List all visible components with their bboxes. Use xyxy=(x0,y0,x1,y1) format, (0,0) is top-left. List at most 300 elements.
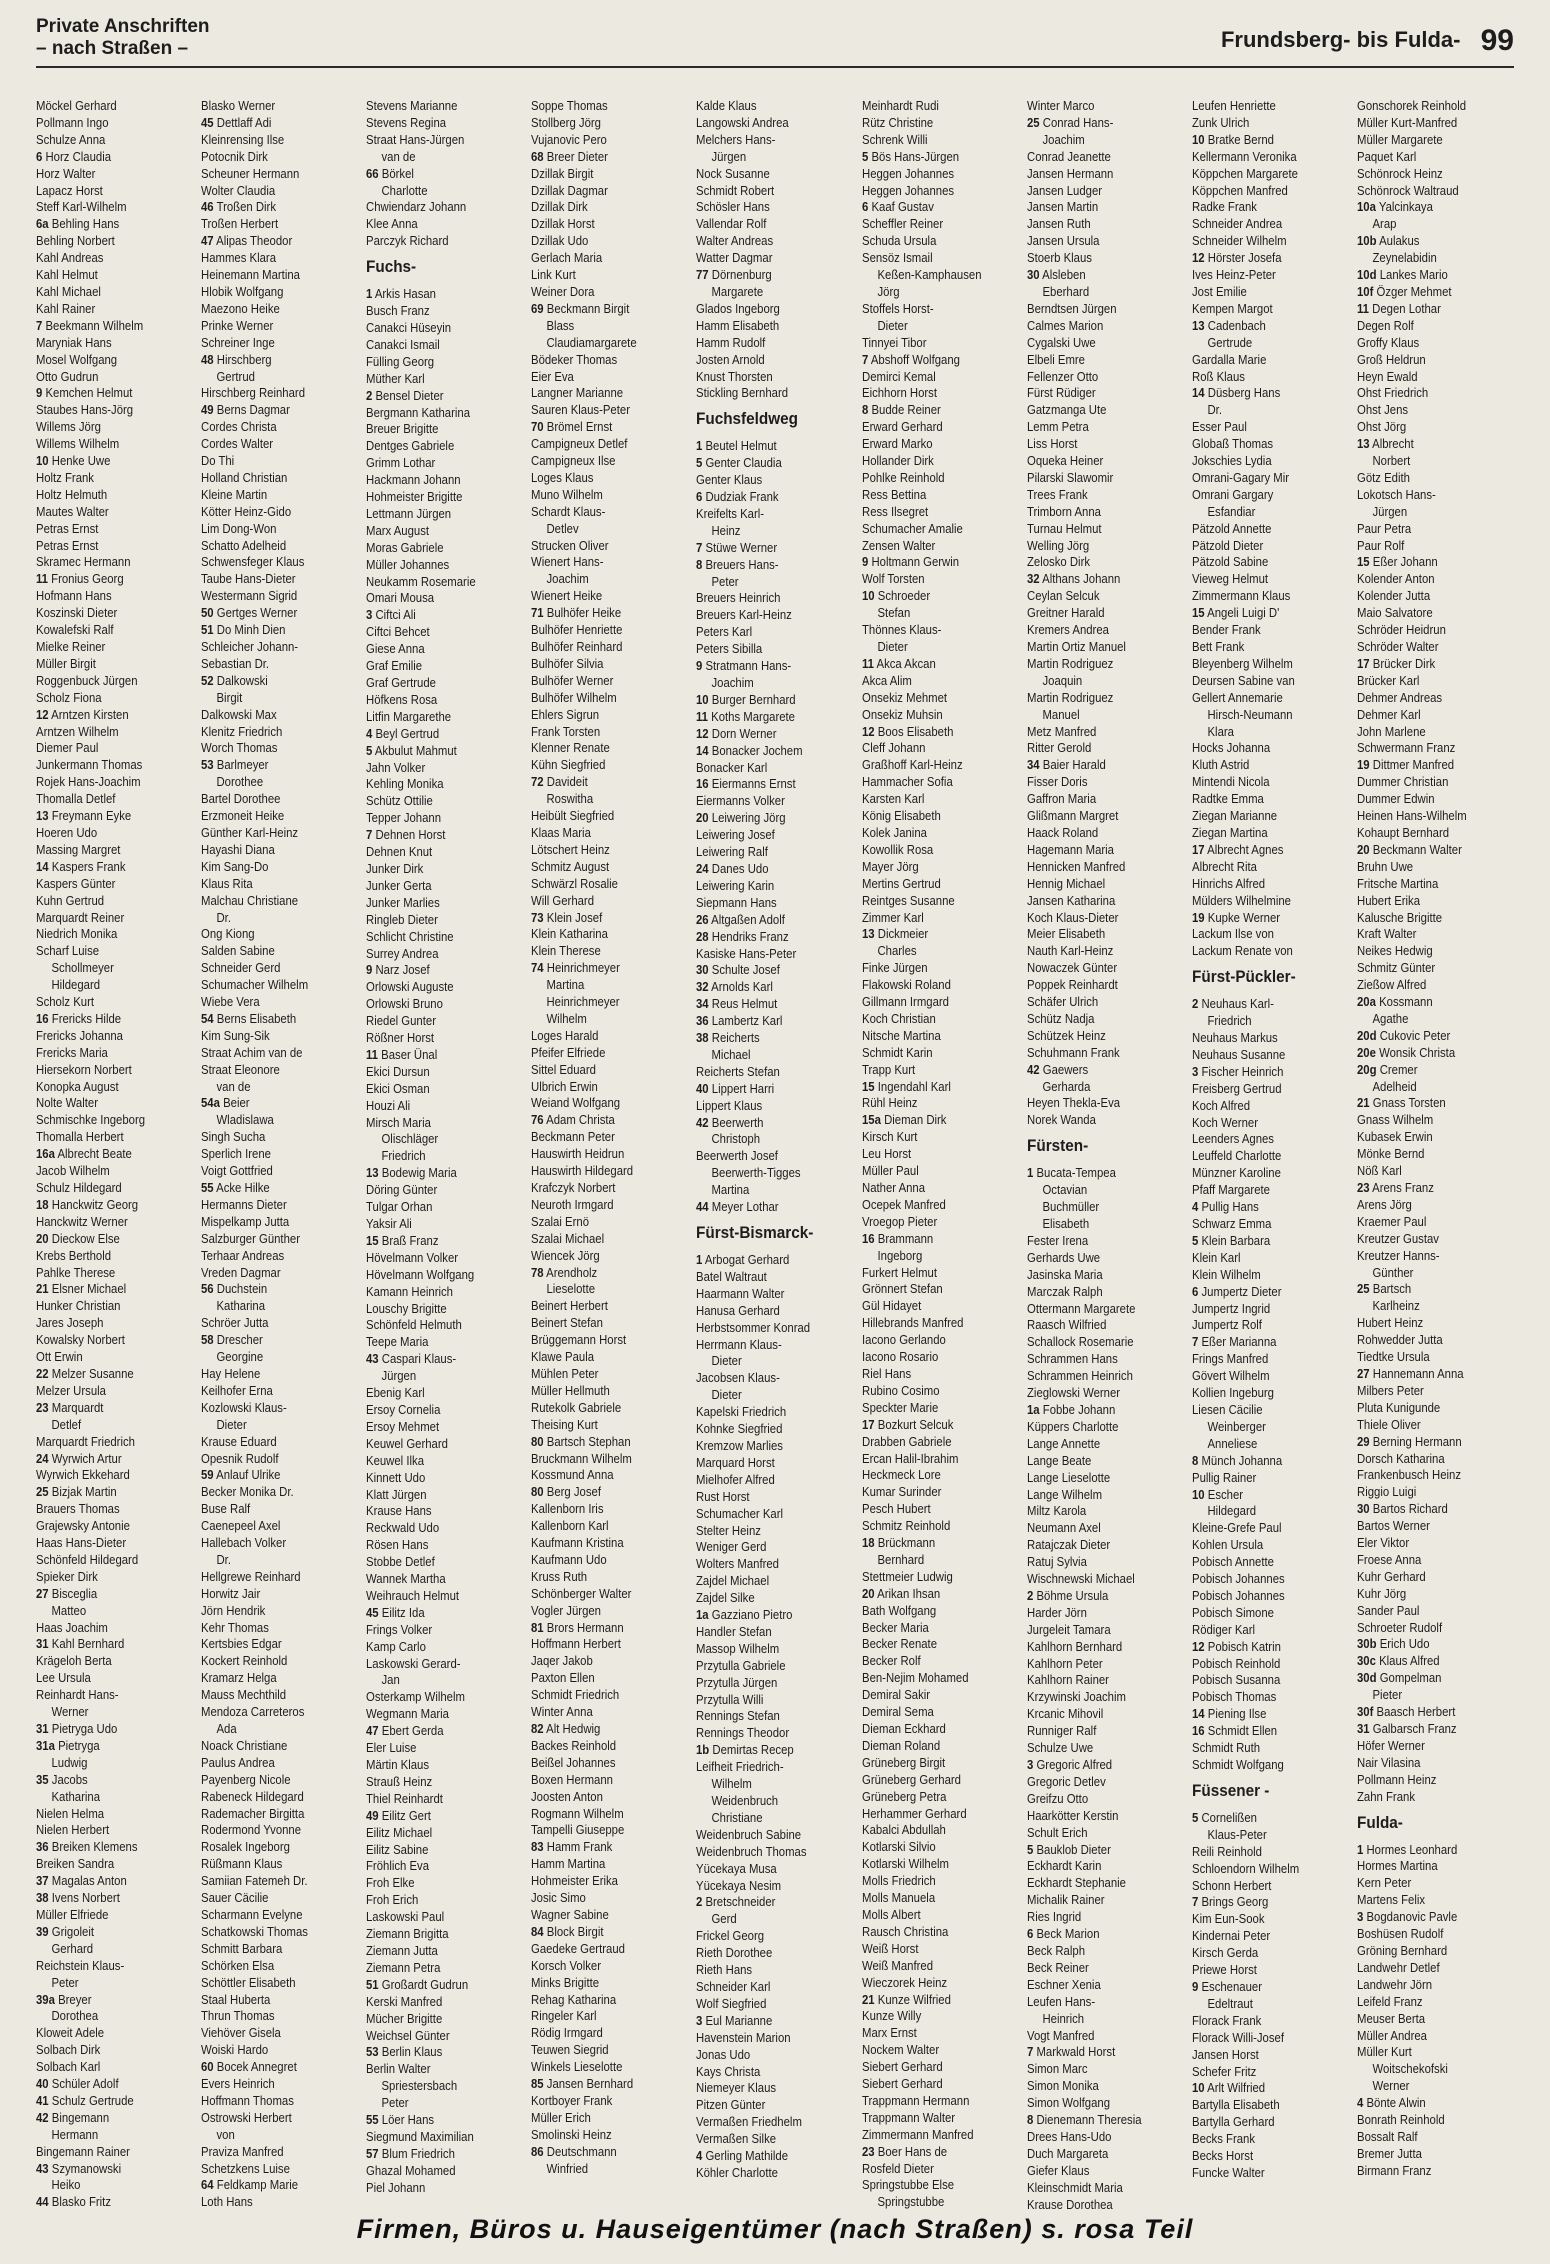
directory-entry: Blass xyxy=(546,317,575,333)
directory-entry: Ersoy Mehmet xyxy=(366,1418,440,1434)
directory-entry: Glados Ingeborg xyxy=(696,300,781,316)
directory-entry: Lee Ursula xyxy=(36,1670,91,1686)
directory-entry: Wegmann Maria xyxy=(366,1706,450,1722)
directory-entry: Noack Christiane xyxy=(201,1737,288,1753)
directory-entry: Ohst Friedrich xyxy=(1356,385,1429,401)
directory-entry: Kumar Surinder xyxy=(861,1484,941,1500)
directory-entry: Eberhard xyxy=(1042,283,1089,299)
directory-entry: Eler Luise xyxy=(366,1740,417,1756)
directory-entry: Gertrude xyxy=(1207,334,1253,350)
directory-entry: 55 Acke Hilke xyxy=(201,1180,270,1195)
directory-entry: Stelter Heinz xyxy=(696,1522,762,1538)
directory-entry: 4 Beyl Gertrud xyxy=(366,725,440,741)
directory-entry: 9 Narz Josef xyxy=(366,962,430,978)
directory-entry: Krägeloh Berta xyxy=(36,1653,112,1669)
directory-entry: Birmann Franz xyxy=(1356,2162,1432,2178)
directory-entry: Friedrich xyxy=(1207,1013,1252,1029)
directory-entry: Kindernai Peter xyxy=(1191,1928,1270,1944)
directory-entry: 6 Dudziak Frank xyxy=(696,489,780,505)
directory-entry: Münzner Karoline xyxy=(1191,1165,1281,1181)
directory-entry: Thiele Oliver xyxy=(1356,1416,1421,1432)
directory-entry: Herbstsommer Konrad xyxy=(696,1319,811,1335)
directory-entry: Hormes Martina xyxy=(1356,1858,1438,1874)
directory-entry: Peters Karl xyxy=(696,624,753,640)
directory-entry: Albrecht Rita xyxy=(1191,858,1257,874)
directory-entry: 86 Deutschmann xyxy=(531,2143,618,2159)
directory-entry: Detlef xyxy=(51,1416,82,1432)
directory-entry: 85 Jansen Bernhard xyxy=(531,2076,634,2092)
directory-entry: 17 Albrecht Agnes xyxy=(1191,841,1284,857)
directory-entry: Küppers Charlotte xyxy=(1026,1418,1119,1434)
directory-entry: Döring Günter xyxy=(366,1182,438,1198)
directory-entry: Grajewsky Antonie xyxy=(36,1518,130,1534)
directory-entry: Rust Horst xyxy=(696,1488,751,1504)
directory-entry: Blasko Werner xyxy=(201,98,276,113)
directory-entry: Kreutzer Gustav xyxy=(1356,1230,1439,1246)
directory-entry: Hanckwitz Werner xyxy=(36,1213,128,1229)
directory-entry: Kortboyer Frank xyxy=(531,2092,613,2108)
directory-entry: Kim Sang-Do xyxy=(201,858,269,874)
directory-entry: Siebert Gerhard xyxy=(861,2076,943,2092)
directory-entry: 66 Börkel xyxy=(366,165,415,181)
directory-entry: Omrani-Gagary Mir xyxy=(1191,469,1289,485)
directory-entry: Michalik Rainer xyxy=(1026,1892,1105,1908)
directory-entry: Frericks Johanna xyxy=(36,1027,123,1043)
directory-entry: 18 Brückmann xyxy=(861,1535,935,1551)
directory-entry: Winfried xyxy=(546,2160,589,2176)
directory-entry: Opesnik Rudolf xyxy=(201,1450,279,1466)
directory-entry: Zajdel Michael xyxy=(696,1573,770,1589)
directory-entry: Chwiendarz Johann xyxy=(366,199,467,215)
directory-entry: 14 Kaspers Frank xyxy=(36,858,126,874)
directory-entry: Metz Manfred xyxy=(1026,723,1096,739)
directory-entry: 48 Hirschberg xyxy=(201,351,272,367)
directory-entry: Klein Therese xyxy=(531,943,602,959)
directory-entry: Ersoy Cornelia xyxy=(366,1401,441,1417)
directory-entry: Mirsch Maria xyxy=(366,1114,432,1130)
directory-entry: Schmitz Reinhold xyxy=(861,1518,950,1534)
directory-entry: Junker Dirk xyxy=(366,860,424,876)
directory-entry: 31 Kahl Bernhard xyxy=(36,1636,125,1652)
directory-entry: Ives Heinz-Peter xyxy=(1191,267,1276,283)
directory-entry: 21 Gnass Torsten xyxy=(1356,1095,1446,1111)
directory-entry: Grüneberg Gerhard xyxy=(861,1771,961,1787)
directory-entry: Iacono Rosario xyxy=(861,1349,938,1365)
directory-entry: 5 Bös Hans-Jürgen xyxy=(861,148,959,164)
directory-column xyxy=(1192,98,1351,2210)
directory-entry: Zajdel Silke xyxy=(696,1590,756,1606)
directory-entry: Kotlarski Wilhelm xyxy=(861,1856,949,1872)
directory-entry: Wladislawa xyxy=(216,1112,274,1128)
directory-entry: Pollmann Ingo xyxy=(36,114,109,130)
directory-entry: Mönke Bernd xyxy=(1356,1146,1425,1162)
directory-entry: Eschner Xenia xyxy=(1026,1976,1101,1992)
directory-entry: Terhaar Andreas xyxy=(201,1247,285,1263)
directory-entry: Keßen-Kamphausen xyxy=(877,267,982,283)
directory-entry: Kaufmann Kristina xyxy=(531,1535,625,1551)
directory-entry: Maezono Heike xyxy=(201,300,280,316)
directory-entry: 42 Beerwerth xyxy=(696,1114,764,1130)
directory-columns xyxy=(36,98,1516,2210)
directory-entry: Ceylan Selcuk xyxy=(1026,588,1100,604)
directory-entry: 59 Anlauf Ulrike xyxy=(201,1467,281,1483)
directory-entry: Surrey Andrea xyxy=(366,945,439,961)
directory-entry: 37 Magalas Anton xyxy=(36,1873,127,1889)
street-range xyxy=(1221,24,1514,58)
directory-entry: Katharina xyxy=(216,1298,266,1314)
directory-entry: Stollberg Jörg xyxy=(531,114,602,130)
directory-entry: 32 Arnolds Karl xyxy=(696,979,774,995)
directory-entry: Woitschekofski xyxy=(1372,2061,1448,2077)
directory-entry: Meuser Berta xyxy=(1356,2010,1425,2026)
directory-entry: Evers Heinrich xyxy=(201,2076,275,2092)
directory-entry: 1a Gazziano Pietro xyxy=(696,1607,793,1623)
directory-entry: Werner xyxy=(1372,2078,1410,2094)
directory-entry: Kockert Reinhold xyxy=(201,1653,288,1669)
directory-entry: Sperlich Irene xyxy=(201,1146,272,1162)
directory-entry: 3 Gregoric Alfred xyxy=(1026,1757,1112,1772)
directory-entry: 8 Budde Reiner xyxy=(861,402,941,418)
directory-entry: Hofmann Hans xyxy=(36,588,112,604)
directory-entry: Cordes Walter xyxy=(201,436,274,452)
directory-entry: Roggenbuck Jürgen xyxy=(36,672,138,688)
directory-entry: Bossalt Ralf xyxy=(1356,2128,1418,2144)
directory-entry: 2 Neuhaus Karl- xyxy=(1191,996,1274,1012)
directory-entry: Ohst Jens xyxy=(1356,402,1408,418)
directory-entry: Holtz Helmuth xyxy=(36,486,108,502)
directory-entry: van de xyxy=(381,148,416,164)
directory-entry: Paxton Ellen xyxy=(531,1670,596,1686)
directory-entry: Stefan xyxy=(877,605,910,621)
directory-entry: Kehr Thomas xyxy=(201,1619,269,1635)
directory-entry: Fürst Rüdiger xyxy=(1026,385,1096,401)
directory-entry: 60 Bocek Annegret xyxy=(201,2059,297,2075)
directory-entry: Gellert Annemarie xyxy=(1191,689,1283,705)
directory-entry: Schmischke Ingeborg xyxy=(36,1112,146,1128)
directory-entry: 14 Düsberg Hans xyxy=(1191,385,1281,401)
directory-entry: Jaqer Jakob xyxy=(531,1653,594,1669)
directory-entry: Nolte Walter xyxy=(36,1095,98,1111)
directory-entry: Dentges Gabriele xyxy=(366,438,455,454)
directory-entry: Müller Johannes xyxy=(366,556,450,572)
directory-entry: 74 Heinrichmeyer xyxy=(531,960,621,976)
directory-entry: 30b Erich Udo xyxy=(1356,1636,1430,1652)
directory-entry: 15a Dieman Dirk xyxy=(861,1112,947,1128)
directory-entry: 17 Bozkurt Selcuk xyxy=(861,1416,953,1432)
directory-entry: Schonn Herbert xyxy=(1191,1877,1272,1893)
directory-entry: Junker Marlies xyxy=(366,894,440,910)
directory-entry: Dorothea xyxy=(51,2008,99,2024)
directory-entry: Scholz Kurt xyxy=(36,994,94,1010)
directory-entry: Heggen Johannes xyxy=(861,165,954,181)
directory-entry: Dzillak Udo xyxy=(531,233,589,249)
directory-entry: Raasch Wilfried xyxy=(1026,1317,1107,1333)
directory-entry: Leufen Hans- xyxy=(1026,1993,1095,2009)
directory-entry: Strucken Oliver xyxy=(531,537,609,553)
directory-entry: Karsten Karl xyxy=(861,791,924,807)
directory-entry: Bulhöfer Silvia xyxy=(531,655,604,671)
directory-entry: Jurgeleit Tamara xyxy=(1026,1621,1111,1637)
directory-entry: Straat Eleonore xyxy=(201,1061,280,1077)
directory-entry: Eilitz Michael xyxy=(366,1824,433,1840)
directory-entry: Speckter Marie xyxy=(861,1399,938,1415)
directory-entry: Przytulla Jürgen xyxy=(696,1674,778,1690)
directory-entry: Jürgen xyxy=(711,148,747,164)
directory-entry: Jürgen xyxy=(1372,503,1408,519)
directory-entry: Joachim xyxy=(1042,131,1085,147)
directory-entry: Martens Felix xyxy=(1356,1892,1425,1908)
directory-entry: 47 Ebert Gerda xyxy=(366,1723,444,1739)
directory-entry: Leifeld Franz xyxy=(1356,1993,1423,2009)
directory-entry: Kohnke Siegfried xyxy=(696,1421,783,1437)
directory-entry: Keuwel Ilka xyxy=(366,1452,425,1468)
directory-entry: Vieweg Helmut xyxy=(1191,571,1268,587)
directory-entry: Bett Frank xyxy=(1191,639,1245,654)
directory-entry: Wolf Torsten xyxy=(861,571,925,587)
directory-entry: Beck Ralph xyxy=(1026,1942,1085,1958)
directory-entry: Kabalci Abdullah xyxy=(861,1822,946,1838)
directory-entry: Globaß Thomas xyxy=(1191,436,1273,452)
directory-entry: Neuhaus Markus xyxy=(1191,1030,1278,1046)
street-heading: Fürst-Pückler- xyxy=(1191,967,1296,987)
directory-entry: Schloendorn Wilhelm xyxy=(1191,1860,1299,1876)
directory-entry: Dorsch Katharina xyxy=(1356,1450,1445,1466)
directory-entry: 9 Kemchen Helmut xyxy=(36,385,133,401)
directory-entry: Rubino Cosimo xyxy=(861,1382,940,1398)
directory-entry: 39a Breyer xyxy=(36,1991,92,2007)
directory-entry: Christiane xyxy=(711,1809,763,1825)
directory-entry: Viehöver Gisela xyxy=(201,2025,281,2041)
directory-entry: Rabeneck Hildegard xyxy=(201,1788,304,1804)
directory-entry: Heyn Ewald xyxy=(1356,368,1418,384)
directory-entry: Ress Bettina xyxy=(861,486,926,502)
directory-entry: Ratajczak Dieter xyxy=(1026,1537,1110,1553)
directory-entry: 41 Schulz Gertrude xyxy=(36,2092,134,2108)
directory-entry: Wiencek Jörg xyxy=(531,1247,601,1263)
directory-entry: Staal Huberta xyxy=(201,1991,271,2007)
directory-entry: Kim Eun-Sook xyxy=(1191,1911,1265,1927)
directory-entry: Breuers Karl-Heinz xyxy=(696,607,793,623)
directory-entry: Lackum Renate von xyxy=(1191,943,1293,959)
directory-entry: Schäfer Ulrich xyxy=(1026,994,1098,1010)
directory-entry: 14 Bonacker Jochem xyxy=(696,742,803,758)
directory-entry: Kohaupt Bernhard xyxy=(1356,824,1449,840)
directory-entry: Stevens Regina xyxy=(366,114,447,130)
directory-entry: Backes Reinhold xyxy=(531,1737,617,1753)
directory-entry: Leiwering Karin xyxy=(696,877,775,893)
directory-entry: 73 Klein Josef xyxy=(531,909,603,925)
directory-entry: Ratuj Sylvia xyxy=(1026,1554,1087,1570)
directory-entry: Gardalla Marie xyxy=(1191,351,1267,367)
page-footer: Firmen, Büros u. Hauseigentümer (nach Straßen) s. rosa Teil xyxy=(356,2214,1194,2244)
directory-entry: Heinz xyxy=(711,522,741,538)
directory-entry: Pätzold Dieter xyxy=(1191,537,1263,553)
directory-entry: Bergmann Katharina xyxy=(366,404,471,420)
directory-entry: Petras Ernst xyxy=(36,520,99,536)
directory-entry: 5 Klein Barbara xyxy=(1191,1232,1270,1248)
directory-entry: Frank Torsten xyxy=(531,723,601,739)
directory-entry: Kahl Helmut xyxy=(36,267,98,283)
directory-entry: Fisser Doris xyxy=(1026,774,1088,790)
directory-entry: Klaas Maria xyxy=(531,824,592,840)
directory-entry: 83 Hamm Frank xyxy=(531,1839,613,1855)
directory-entry: Spriestersbach xyxy=(381,2078,458,2094)
directory-entry: 7 Markwald Horst xyxy=(1026,2044,1115,2060)
directory-entry: Akca Alim xyxy=(861,672,912,688)
directory-entry: Trees Frank xyxy=(1026,486,1088,502)
directory-entry: Haack Roland xyxy=(1026,824,1098,840)
directory-entry: Wilhelm xyxy=(546,1010,588,1026)
directory-entry: 4 Bönte Alwin xyxy=(1356,2095,1426,2111)
directory-entry: Cygalski Uwe xyxy=(1026,334,1096,350)
directory-entry: Friedrich xyxy=(381,1148,426,1164)
directory-entry: Peter xyxy=(711,573,740,589)
street-heading: Füssener - xyxy=(1191,1780,1270,1800)
directory-entry: Hiersekorn Norbert xyxy=(36,1061,132,1077)
directory-entry: Schöttler Elisabeth xyxy=(201,1974,296,1990)
directory-entry: Herhammer Gerhard xyxy=(861,1805,967,1821)
directory-entry: Pobisch Reinhold xyxy=(1191,1655,1281,1671)
directory-entry: Meinhardt Rudi xyxy=(861,98,939,113)
directory-entry: 24 Wyrwich Artur xyxy=(36,1450,122,1466)
directory-entry: 12 Boos Elisabeth xyxy=(861,723,953,739)
directory-entry: Nock Susanne xyxy=(696,165,771,181)
directory-entry: Wolter Claudia xyxy=(201,182,276,198)
directory-entry: Müther Karl xyxy=(366,370,425,386)
directory-entry: Simon Marc xyxy=(1026,2061,1088,2077)
directory-entry: Walter Andreas xyxy=(696,233,774,249)
directory-entry: 30d Gompelman xyxy=(1356,1670,1442,1686)
directory-entry: Troßen Herbert xyxy=(201,216,279,232)
directory-entry: Muno Wilhelm xyxy=(531,486,604,502)
directory-entry: 9 Stratmann Hans- xyxy=(696,658,792,674)
directory-entry: Kolek Janina xyxy=(861,824,927,840)
directory-entry: 30c Klaus Alfred xyxy=(1356,1653,1440,1669)
directory-entry: Ebenig Karl xyxy=(366,1385,425,1401)
directory-entry: Reicherts Stefan xyxy=(696,1063,781,1079)
directory-entry: Groffy Klaus xyxy=(1356,334,1420,350)
directory-entry: Gerlach Maria xyxy=(531,250,603,266)
directory-entry: Jonas Udo xyxy=(696,2046,751,2062)
directory-entry: 57 Blum Friedrich xyxy=(366,2145,456,2161)
directory-entry: Zeynelabidin xyxy=(1372,250,1437,266)
directory-entry: Beinert Herbert xyxy=(531,1298,609,1314)
directory-entry: Schallock Rosemarie xyxy=(1026,1334,1134,1350)
directory-entry: 76 Adam Christa xyxy=(531,1112,616,1128)
directory-entry: Litfin Margarethe xyxy=(366,708,452,724)
directory-entry: Simon Wolfgang xyxy=(1026,2095,1110,2111)
directory-entry: 5 Bauklob Dieter xyxy=(1026,1841,1111,1857)
directory-entry: Erward Gerhard xyxy=(861,419,943,435)
directory-entry: 6 Horz Claudia xyxy=(36,148,112,164)
directory-entry: Radtke Emma xyxy=(1191,791,1264,807)
directory-entry: Paur Rolf xyxy=(1356,537,1405,553)
directory-entry: Kern Peter xyxy=(1356,1875,1412,1891)
directory-column xyxy=(1357,98,1516,2210)
directory-entry: 18 Hanckwitz Georg xyxy=(36,1196,139,1212)
directory-entry: Leiwering Josef xyxy=(696,827,776,843)
directory-entry: Keuwel Gerhard xyxy=(366,1435,449,1451)
directory-entry: Rödig Irmgard xyxy=(531,2025,604,2041)
directory-entry: Schulze Anna xyxy=(36,131,106,147)
directory-entry: Schmidt Wolfgang xyxy=(1191,1757,1284,1772)
directory-entry: Erzmoneit Heike xyxy=(201,808,285,824)
directory-entry: 23 Marquardt xyxy=(36,1399,104,1415)
directory-entry: Kamp Carlo xyxy=(366,1638,427,1654)
directory-entry: Iacono Gerlando xyxy=(861,1332,946,1348)
directory-entry: Nair Vilasina xyxy=(1356,1754,1421,1770)
directory-entry: Wolters Manfred xyxy=(696,1556,780,1572)
directory-entry: Weiand Wolfgang xyxy=(531,1095,621,1111)
street-heading: Fuchs- xyxy=(366,257,417,277)
directory-entry: Froh Elke xyxy=(366,1875,415,1891)
directory-entry: Runniger Ralf xyxy=(1026,1723,1097,1739)
directory-entry: Jan xyxy=(381,1672,400,1688)
directory-entry: Neuhaus Susanne xyxy=(1191,1046,1286,1062)
directory-entry: Hermann xyxy=(51,2126,99,2142)
directory-entry: 44 Blasko Fritz xyxy=(36,2194,112,2210)
directory-entry: 1a Fobbe Johann xyxy=(1026,1401,1115,1417)
directory-entry: 7 Abshoff Wolfgang xyxy=(861,351,960,367)
directory-entry: Joosten Anton xyxy=(531,1788,604,1804)
directory-entry: 51 Do Minh Dien xyxy=(201,622,286,638)
directory-entry: Berlin Walter xyxy=(366,2061,431,2077)
directory-entry: Fellenzer Otto xyxy=(1026,368,1098,384)
directory-entry: Schneider Wilhelm xyxy=(1191,233,1287,249)
directory-entry: Buchmüller xyxy=(1042,1199,1099,1215)
page-header xyxy=(36,14,1514,68)
directory-entry: Giefer Klaus xyxy=(1026,2162,1090,2178)
directory-entry: Lange Lieselotte xyxy=(1026,1469,1110,1485)
directory-entry: Dzillak Dagmar xyxy=(531,182,609,198)
directory-entry: Vallendar Rolf xyxy=(696,216,767,232)
directory-entry: Herrmann Klaus- xyxy=(696,1336,783,1352)
directory-entry: Haarmann Walter xyxy=(696,1285,785,1301)
directory-entry: 45 Dettlaff Adi xyxy=(201,114,272,130)
directory-entry: Graf Emilie xyxy=(366,658,423,674)
directory-entry: Beerwerth Josef xyxy=(696,1148,779,1164)
directory-entry: 58 Drescher xyxy=(201,1332,263,1348)
directory-entry: 20g Cremer xyxy=(1356,1061,1418,1077)
directory-entry: Kalde Klaus xyxy=(696,98,757,113)
directory-entry: Trappmann Walter xyxy=(861,2109,955,2125)
directory-entry: Breuers Heinrich xyxy=(696,590,781,606)
directory-entry: Kahl Andreas xyxy=(36,250,104,266)
directory-entry: Kloweit Adele xyxy=(36,2025,105,2041)
directory-entry: Hildegard xyxy=(51,977,101,993)
directory-entry: Gül Hidayet xyxy=(861,1298,921,1314)
directory-entry: 16 Brammann xyxy=(861,1230,933,1246)
directory-entry: Kleine Martin xyxy=(201,486,268,502)
directory-entry: Kuhn Gertrud xyxy=(36,892,105,908)
directory-entry: 78 Arendholz xyxy=(531,1264,598,1280)
directory-entry: Hövelmann Volker xyxy=(366,1249,459,1265)
directory-entry: Meier Elisabeth xyxy=(1026,926,1105,942)
directory-entry: Matteo xyxy=(51,1602,87,1618)
directory-entry: 13 Cadenbach xyxy=(1191,317,1266,333)
directory-entry: Ziemann Petra xyxy=(366,1959,441,1975)
directory-entry: 47 Alipas Theodor xyxy=(201,233,293,249)
directory-entry: Nauth Karl-Heinz xyxy=(1026,943,1114,959)
page-number: 99 xyxy=(1480,24,1514,57)
directory-entry: Conrad Jeanette xyxy=(1026,148,1111,164)
directory-entry: 80 Berg Josef xyxy=(531,1484,602,1500)
directory-entry: Voigt Gottfried xyxy=(201,1163,273,1179)
directory-entry: Pobisch Susanna xyxy=(1191,1672,1281,1688)
directory-entry: Neikes Hedwig xyxy=(1356,943,1433,959)
directory-entry: Lieselotte xyxy=(546,1281,596,1297)
directory-entry: Bartos Werner xyxy=(1356,1518,1430,1534)
